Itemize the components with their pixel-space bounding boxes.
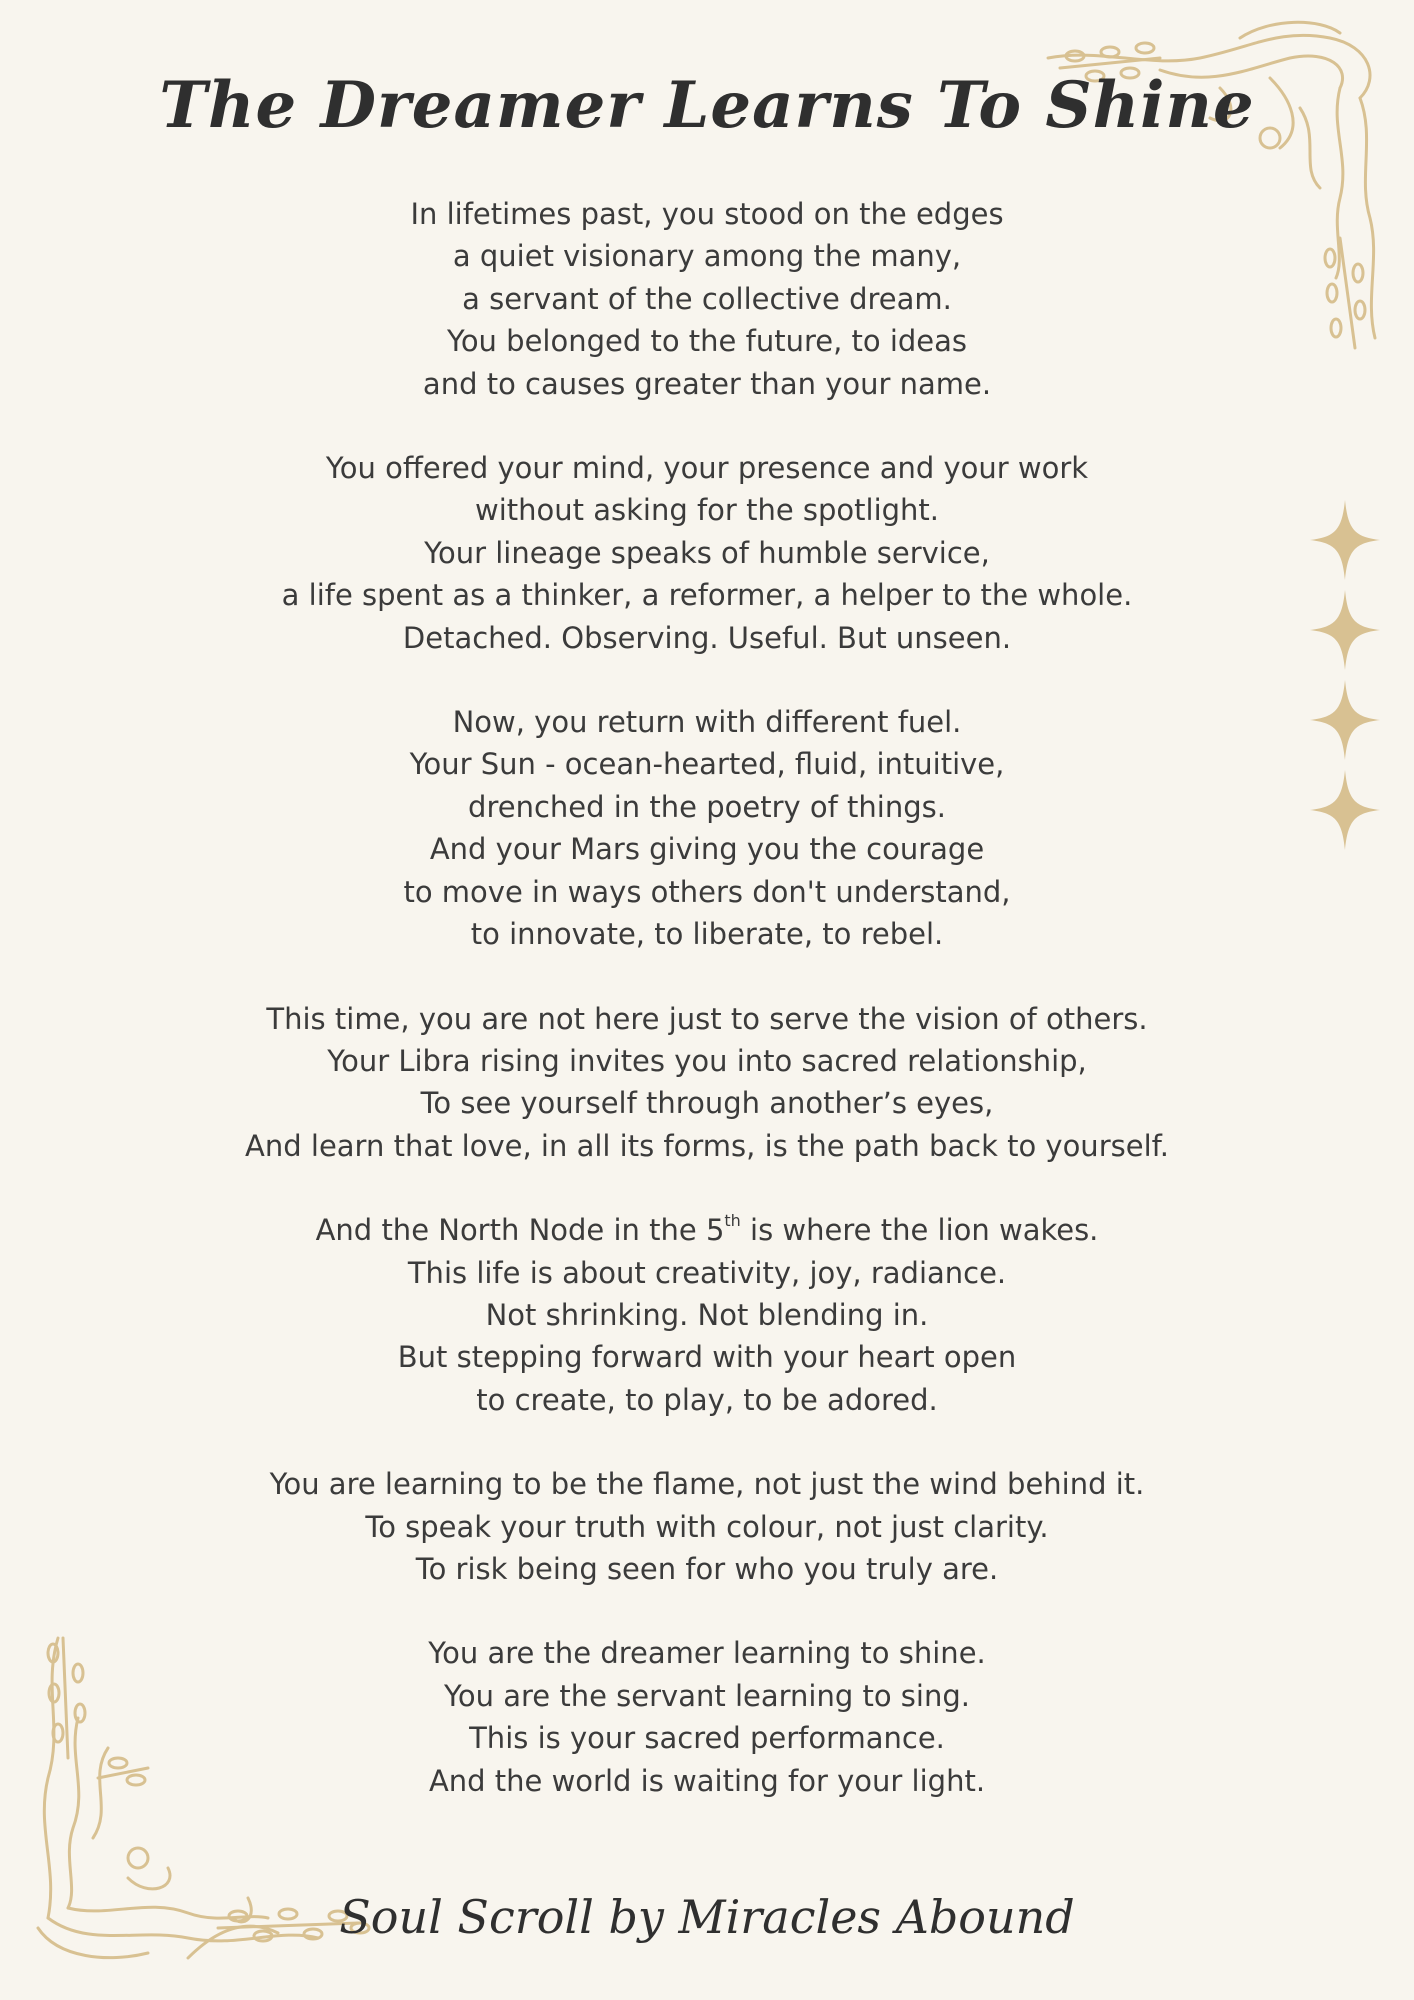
poem-line: And your Mars giving you the courage (429, 832, 985, 867)
poem-line: Detached. Observing. Useful. But unseen. (402, 620, 1012, 655)
stanza-3 (150, 701, 1264, 955)
poem-line: You belonged to the future, to ideas (446, 324, 968, 359)
stanza-5 (150, 1209, 1264, 1421)
poem-line: To speak your truth with colour, not just clarity. (365, 1509, 1049, 1544)
poem-line: drenched in the poetry of things. (468, 789, 946, 824)
poem-line: a servant of the collective dream. (462, 281, 952, 316)
poem-line: to create, to play, to be adored. (476, 1382, 938, 1417)
poem-line: You are the servant learning to sing. (444, 1678, 970, 1713)
poem-line: And the world is waiting for your light. (428, 1763, 986, 1798)
poem-line: This is your sacred performance. (469, 1721, 945, 1756)
four-point-star-icon (1310, 590, 1380, 670)
ordinal-superscript: th (724, 1211, 741, 1231)
four-point-star-icon (1310, 500, 1380, 580)
poem-line: Your Sun - ocean-hearted, fluid, intuitive, (409, 747, 1005, 782)
poem-line: This life is about creativity, joy, radiance. (407, 1255, 1007, 1290)
four-point-star-column-icon (1300, 500, 1390, 860)
poem-line: You are learning to be the flame, not just the wind behind it. (269, 1467, 1145, 1502)
poem-line: to move in ways others don't understand, (403, 874, 1011, 909)
poem-line: to innovate, to liberate, to rebel. (470, 917, 944, 952)
poem-body (150, 193, 1264, 1844)
poem-line: a quiet visionary among the many, (452, 239, 962, 274)
poem-line: To see yourself through another’s eyes, (420, 1086, 994, 1121)
poem-line: Not shrinking. Not blending in. (485, 1297, 929, 1332)
poem-line: And learn that love, in all its forms, is the path back to yourself. (245, 1128, 1169, 1163)
stanza-7 (150, 1632, 1264, 1802)
stanza-2 (150, 447, 1264, 659)
poem-line: a life spent as a thinker, a reformer, a helper to the whole. (281, 578, 1133, 613)
north-node-text: And the North Node in the 5 (315, 1213, 725, 1248)
poem-line: Your Libra rising invites you into sacred relationship, (327, 1043, 1087, 1078)
poem-line: Your lineage speaks of humble service, (424, 535, 990, 570)
stanza-1 (150, 193, 1264, 405)
poem-line: without asking for the spotlight. (475, 493, 939, 528)
four-point-star-icon (1310, 770, 1380, 850)
poem-title: The Dreamer Learns To Shine (159, 68, 1255, 143)
stanza-4 (150, 998, 1264, 1168)
poem-line: But stepping forward with your heart open (397, 1340, 1017, 1375)
poem-line: To risk being seen for who you truly are. (415, 1551, 999, 1586)
stanza-6 (150, 1463, 1264, 1590)
poem-line: and to causes greater than your name. (422, 366, 992, 401)
poem-line: In lifetimes past, you stood on the edges (410, 197, 1004, 231)
poem-line: This time, you are not here just to serve the vision of others. (266, 1001, 1148, 1036)
poem-line-north-node (150, 1209, 1264, 1251)
poem-line: You are the dreamer learning to shine. (428, 1636, 986, 1671)
poem-line: Now, you return with different fuel. (452, 705, 962, 740)
footer-signature: Soul Scroll by Miracles Abound (339, 1890, 1075, 1944)
four-point-star-icon (1310, 680, 1380, 760)
north-node-text-end: is where the lion wakes. (740, 1213, 1099, 1248)
poem-line: You offered your mind, your presence and your work (325, 451, 1089, 486)
